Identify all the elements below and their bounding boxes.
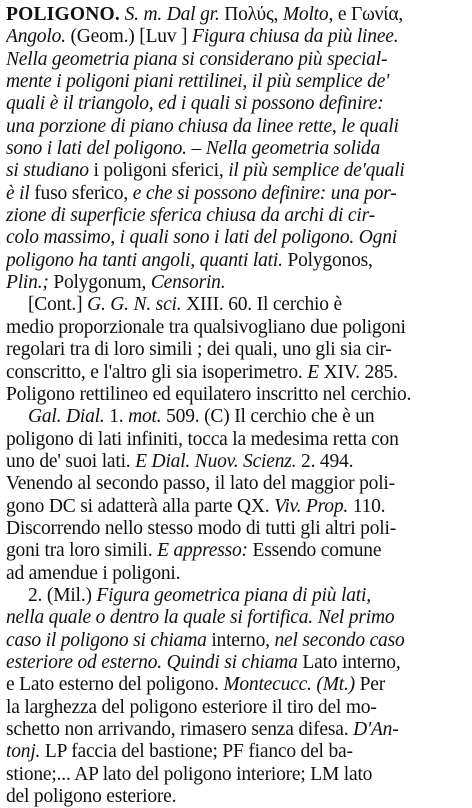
text-run: , e xyxy=(328,4,351,25)
italic-run: esteriore od esterno. Quindi si chiama xyxy=(6,651,298,673)
text-line xyxy=(6,429,466,451)
italic-run: e che si possono definire: una por- xyxy=(132,182,397,204)
headword: POLIGONO. xyxy=(6,4,120,25)
text-line xyxy=(6,71,466,93)
text-run: fuso sferico, xyxy=(34,182,133,204)
text-line xyxy=(6,563,466,585)
text-run: Polygonum, xyxy=(48,272,151,294)
italic-run: nella quale o dentro la quale si fortifica. Nel primo xyxy=(6,607,395,629)
text-line xyxy=(6,250,466,272)
text-line xyxy=(6,205,466,227)
text-run: goni tra loro simili. xyxy=(6,540,158,562)
text-run: 1. xyxy=(104,406,129,428)
text-line xyxy=(6,160,466,182)
text-run: uno de' suoi lati. xyxy=(6,450,136,472)
text-line xyxy=(6,674,466,696)
text-line xyxy=(6,138,466,160)
text-run: i poligoni sferici, xyxy=(88,160,229,182)
text-run: 2. 494. xyxy=(296,450,354,472)
italic-run: mot. xyxy=(128,406,162,428)
italic-run: si studiano xyxy=(6,160,89,182)
italic-run: Censorin. xyxy=(150,272,226,294)
text-run: 509. (C) Il cerchio che è un xyxy=(161,406,375,428)
text-line xyxy=(6,473,466,495)
text-line xyxy=(6,339,466,361)
text-run: ad amendue i poligoni. xyxy=(6,562,181,584)
text-run: gono DC si adatterà alla parte QX. xyxy=(6,495,275,517)
italic-run: Figura geometrica piana di più lati, xyxy=(96,584,371,606)
text-line xyxy=(6,697,466,719)
text-run: Venendo al secondo passo, il lato del maggior poli- xyxy=(6,473,395,495)
text-line xyxy=(6,496,466,518)
text-line xyxy=(6,406,466,428)
text-line xyxy=(6,652,466,674)
text-run: Γωνία, xyxy=(350,4,404,25)
text-run: Per xyxy=(354,674,385,696)
text-run: medio proporzionale tra qualsivogliano due poligoni xyxy=(6,316,406,338)
text-run: Essendo comune xyxy=(247,540,382,562)
text-run: e Lato esterno del poligono. xyxy=(6,674,224,696)
sense-military xyxy=(6,585,466,808)
text-line xyxy=(6,451,466,473)
italic-run: Viv. Prop. xyxy=(274,495,349,517)
text-line xyxy=(6,362,466,384)
italic-run: S. m. Dal gr. xyxy=(119,4,225,25)
text-line xyxy=(6,719,466,741)
text-run: stione;... AP lato del poligono interiore; LM lato xyxy=(6,763,373,785)
text-run: 2. (Mil.) xyxy=(28,584,97,606)
text-run: conscritto, e l'altro gli sia isoperimetro. xyxy=(6,361,308,383)
text-run: schetto non arrivando, rimasero senza difesa. xyxy=(6,719,354,740)
text-line xyxy=(6,786,466,808)
italic-run: G. G. N. sci. xyxy=(87,294,182,316)
text-line xyxy=(6,540,466,562)
text-run: XIV. 285. xyxy=(318,361,398,383)
italic-run: Molto xyxy=(282,4,329,25)
text-line xyxy=(6,294,466,316)
text-run: del poligono esteriore. xyxy=(6,786,177,808)
italic-run: Gal. Dial. xyxy=(28,406,105,428)
italic-run: quali è il triangolo, ed i quali si possono definire: xyxy=(6,93,384,115)
text-run: Discorrendo nello stesso modo di tutti gli altri poli- xyxy=(6,517,396,539)
text-run: interno, xyxy=(206,629,275,651)
text-run: LP faccia del bastione; PF fianco del ba- xyxy=(40,741,353,763)
text-line xyxy=(6,272,466,294)
text-line xyxy=(6,317,466,339)
text-line xyxy=(6,93,466,115)
italic-run: D'An- xyxy=(353,719,399,740)
text-line xyxy=(6,26,466,48)
text-run: Polygonos, xyxy=(282,249,373,271)
italic-run: tonj. xyxy=(6,741,41,763)
italic-run: Plin.; xyxy=(6,272,49,294)
text-line xyxy=(6,518,466,540)
citation-galileo xyxy=(6,406,466,585)
italic-run: poligono ha tanti angoli, quanti lati. xyxy=(6,249,283,271)
text-line xyxy=(6,764,466,786)
text-line xyxy=(6,4,466,26)
text-run: Lato interno, xyxy=(297,651,401,673)
text-line xyxy=(6,607,466,629)
text-run: Poligono rettilineo ed equilatero inscritto nel cerchio. xyxy=(6,383,412,405)
italic-run: E Dial. Nuov. Scienz. xyxy=(135,450,297,472)
italic-run: Montecucc. (Mt.) xyxy=(223,674,355,696)
italic-run: colo massimo, i quali sono i lati del poligono. Ogni xyxy=(6,227,397,249)
italic-run: nel secondo caso xyxy=(274,629,405,651)
text-run: la larghezza del poligono esteriore il tiro del mo- xyxy=(6,696,377,718)
text-line xyxy=(6,49,466,71)
italic-run: zione di superficie sferica chiusa da archi di cir- xyxy=(6,205,375,227)
text-line xyxy=(6,227,466,249)
italic-run: Angolo. xyxy=(6,26,66,48)
text-line xyxy=(6,630,466,652)
italic-run: una porzione di piano chiusa da linee rette, le quali xyxy=(6,115,399,137)
text-line xyxy=(6,183,466,205)
citation-cont xyxy=(6,294,466,406)
italic-run: E xyxy=(307,361,319,383)
italic-run: caso il poligono si chiama xyxy=(6,629,207,651)
italic-run: Nella geometria piana si considerano più special- xyxy=(6,48,388,70)
text-run: XIII. 60. Il cerchio è xyxy=(181,294,342,316)
text-run: 110. xyxy=(348,495,386,517)
text-line xyxy=(6,384,466,406)
italic-run: mente i poligoni piani rettilinei, il più semplice de' xyxy=(6,71,390,93)
text-line xyxy=(6,116,466,138)
italic-run: il più semplice de'quali xyxy=(228,160,405,182)
text-run: regolari tra di loro simili ; dei quali, uno gli sia cir- xyxy=(6,339,392,361)
italic-run: sono i lati del poligono. – Nella geometria solida xyxy=(6,138,381,160)
text-run: poligono di lati infiniti, tocca la medesima retta con xyxy=(6,428,399,450)
italic-run: E appresso: xyxy=(157,540,248,562)
text-run: [Cont.] xyxy=(28,294,88,316)
text-run: Πολύς, xyxy=(224,4,283,25)
text-line xyxy=(6,585,466,607)
text-run: (Geom.) [Luv ] xyxy=(65,26,193,48)
italic-run: è il xyxy=(6,182,35,204)
text-line xyxy=(6,741,466,763)
italic-run: Figura chiusa da più linee. xyxy=(192,26,399,48)
entry-definition xyxy=(6,4,466,294)
